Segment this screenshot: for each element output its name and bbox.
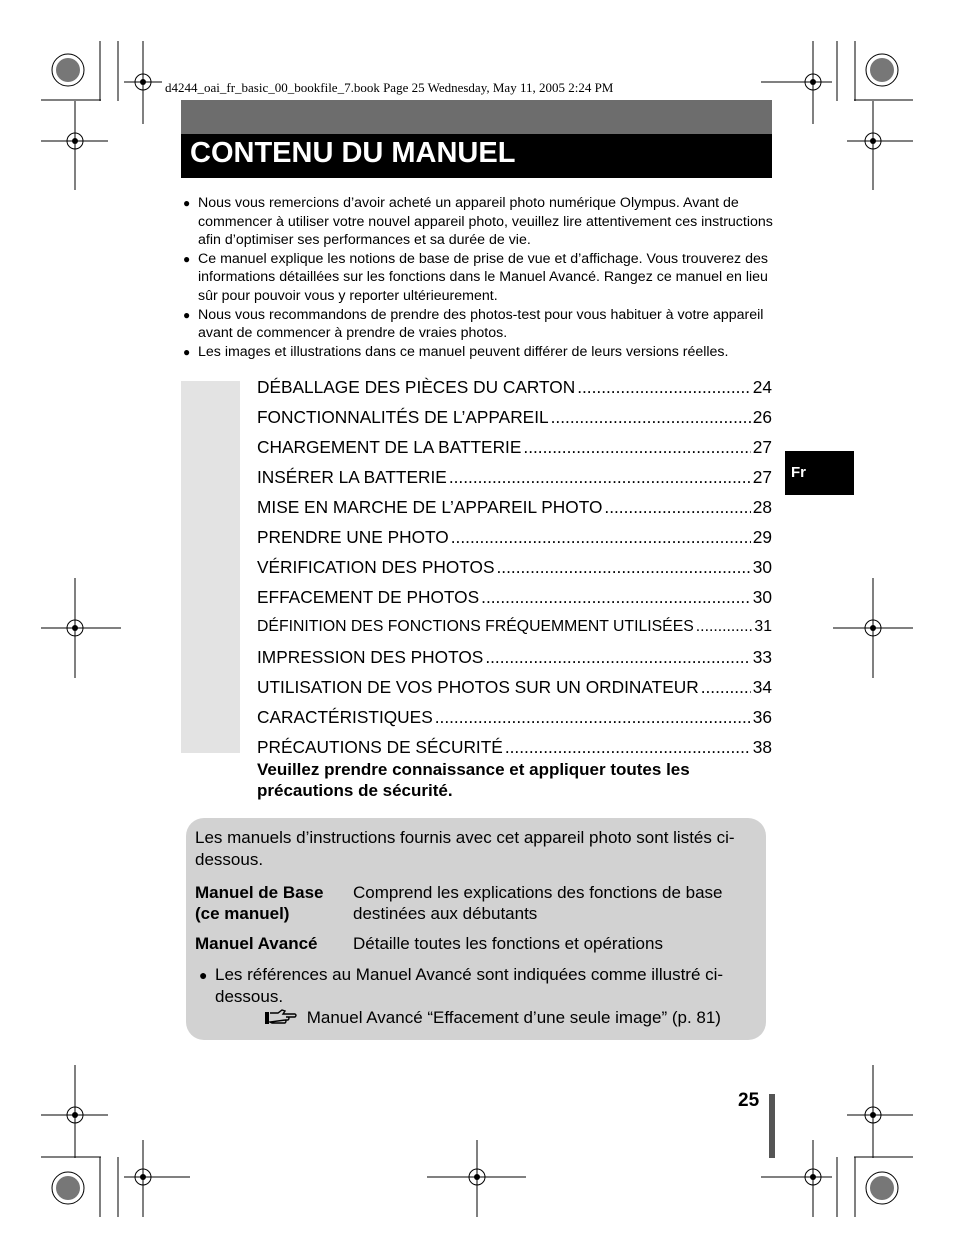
print-header: d4244_oai_fr_basic_00_bookfile_7.book Page 25 Wednesday, May 11, 2005 2:24 PM	[165, 80, 614, 95]
toc-entry[interactable]: FONCTIONNALITÉS DE L’APPAREIL ..... 26	[257, 402, 772, 432]
toc-side-panel	[181, 381, 240, 753]
toc-entry[interactable]: PRÉCAUTIONS DE SÉCURITÉ ..... 38	[257, 732, 772, 762]
reference-example: Manuel Avancé “Effacement d’une seule image” (p. 81)	[264, 1008, 721, 1028]
bullet-icon: ●	[199, 967, 208, 983]
toc-entry[interactable]: UTILISATION DE VOS PHOTOS SUR UN ORDINATEUR ..... 34	[257, 672, 772, 702]
intro-bullets	[182, 194, 782, 361]
pointing-hand-icon	[264, 1008, 298, 1026]
intro-bullet: ● Ce manuel explique les notions de base de prise de vue et d’affichage. Vous trouverez des informations détaillées sur les fonctions dans le Manuel Avancé. Rangez ce manuel en lieu sûr pour pouvoir vous y reporter ultérieurement.	[183, 250, 768, 304]
toc-entry[interactable]: DÉFINITION DES FONCTIONS FRÉQUEMMENT UTILISÉES ..... 31	[257, 612, 772, 642]
intro-bullet: ● Nous vous recommandons de prendre des photos-test pour vous habituer à votre appareil avant de commencer à prendre de vraies photos.	[183, 306, 764, 342]
page-number: 25	[738, 1090, 760, 1111]
bullet-icon: ●	[183, 344, 191, 359]
manuals-intro: Les manuels d’instructions fournis avec cet appareil photo sont listés ci-dessous.	[195, 828, 735, 869]
bullet-icon: ●	[183, 307, 191, 322]
toc-entry[interactable]: MISE EN MARCHE DE L’APPAREIL PHOTO ..... 28	[257, 492, 772, 522]
manual-description: Détaille toutes les fonctions et opérations	[353, 934, 663, 953]
toc-entry[interactable]: IMPRESSION DES PHOTOS ..... 33	[257, 642, 772, 672]
manual-name: Manuel Avancé	[195, 934, 318, 953]
bullet-icon: ●	[183, 196, 191, 210]
toc-entry[interactable]: DÉBALLAGE DES PIÈCES DU CARTON ..... 24	[257, 372, 772, 402]
reference-bullet: ● Les références au Manuel Avancé sont indiquées comme illustré ci-dessous.	[199, 965, 724, 1006]
page-bar	[769, 1094, 775, 1158]
language-tab: Fr	[785, 451, 854, 495]
toc-entry[interactable]: VÉRIFICATION DES PHOTOS ..... 30	[257, 552, 772, 582]
intro-bullet: ● Nous vous remercions d’avoir acheté un appareil photo numérique Olympus. Avant de commencer à utiliser votre nouvel appareil photo, veuillez lire attentivement ces instructions afin d’optimiser ses performances et sa durée de vie.	[183, 195, 773, 249]
page-title: CONTENU DU MANUEL	[190, 137, 516, 169]
toc-entry[interactable]: CHARGEMENT DE LA BATTERIE ..... 27	[257, 432, 772, 462]
manual-description: Comprend les explications des fonctions de base destinées aux débutants	[353, 883, 723, 923]
manual-name: Manuel de Base (ce manuel)	[195, 883, 324, 923]
table-of-contents	[257, 372, 772, 762]
toc-entry[interactable]: PRENDRE UNE PHOTO ..... 29	[257, 522, 772, 552]
bullet-icon: ●	[183, 251, 191, 266]
toc-entry[interactable]: INSÉRER LA BATTERIE ..... 27	[257, 462, 772, 492]
toc-entry[interactable]: EFFACEMENT DE PHOTOS ..... 30	[257, 582, 772, 612]
title-bar-accent	[181, 100, 772, 134]
toc-entry[interactable]: CARACTÉRISTIQUES ..... 36	[257, 702, 772, 732]
intro-bullet: ● Les images et illustrations dans ce manuel peuvent différer de leurs versions réelles.	[183, 343, 729, 360]
safety-note: Veuillez prendre connaissance et appliquer toutes les précautions de sécurité.	[257, 760, 690, 800]
